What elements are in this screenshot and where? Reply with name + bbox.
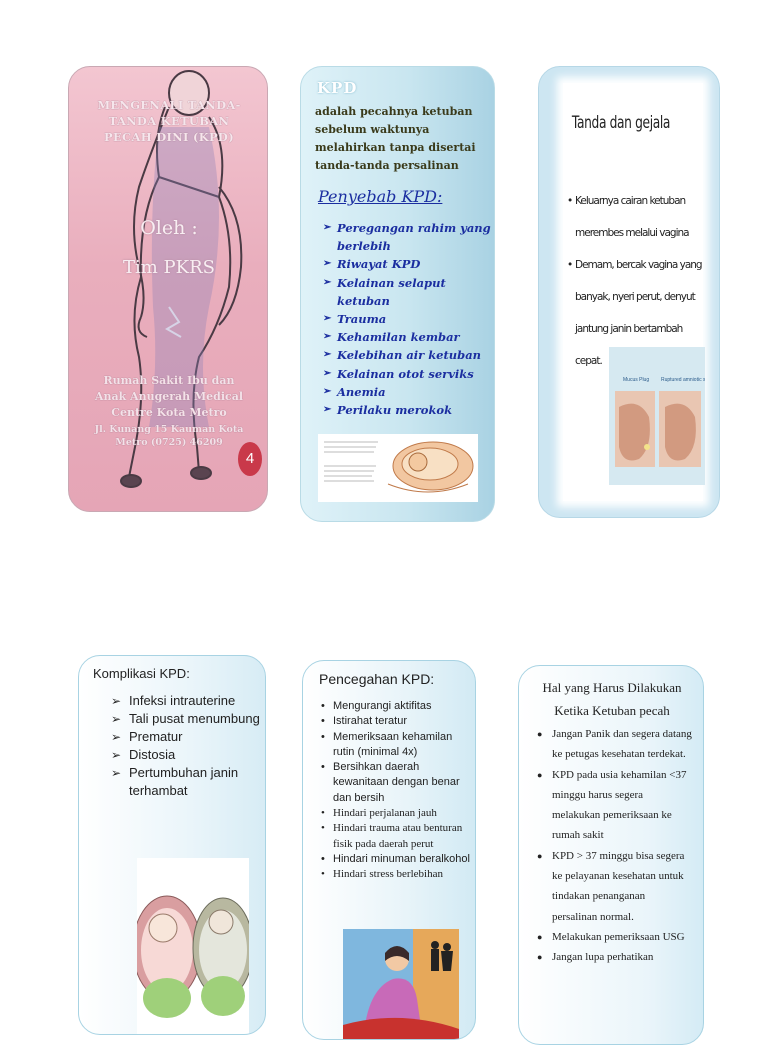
cover-team: Tim PKRS (123, 257, 215, 278)
cause-item: ➢ Peregangan rahim yang berlebih (323, 219, 493, 255)
prevention-item: • Bersihkan daerah kewanitaan dengan benar dan bersih (321, 760, 471, 806)
action-item: ● Jangan lupa perhatikan (537, 947, 693, 967)
image-label: Ruptured amniotic s (661, 377, 705, 383)
complication-item: ➢ Distosia (111, 746, 261, 764)
action-item: ● KPD > 37 minggu bisa segera ke pelayanan kesehatan untuk tindakan penanganan persalinan normal. (537, 846, 693, 927)
action-item: ● Melakukan pemeriksaan USG (537, 927, 693, 947)
cause-item: ➢ Riwayat KPD (323, 255, 493, 273)
action-item: ● KPD pada usia kehamilan <37 minggu harus segera melakukan pemeriksaan ke rumah sakit (537, 765, 693, 846)
complication-item: ➢ Tali pusat menumbung (111, 710, 261, 728)
cause-item: ➢ Kelebihan air ketuban (323, 346, 493, 364)
complications-panel (78, 655, 266, 1035)
sign-item: • Demam, bercak vagina yang banyak, nyeri perut, denyut jantung janin bertambah cepat. (567, 249, 709, 377)
resting-woman-illustration (343, 929, 459, 1040)
kpd-tag: KPD (317, 79, 358, 97)
cover-oleh: Oleh : (140, 217, 198, 239)
definition-panel (300, 66, 495, 522)
prevention-panel (302, 660, 476, 1040)
action-item: ● Jangan Panik dan segera datang ke petugas kesehatan terdekat. (537, 724, 693, 765)
complication-item: ➢ Pertumbuhan janin terhambat (111, 764, 261, 800)
actions-panel (518, 665, 704, 1045)
cause-item: ➢ Kelainan selaput ketuban (323, 274, 493, 310)
signs-panel (538, 66, 720, 518)
prevention-item: • Hindari trauma atau benturan fisik pada daerah perut (321, 821, 471, 852)
prevention-item: • Memeriksaan kehamilan rutin (minimal 4x) (321, 730, 471, 761)
definition-text: adalah pecahnya ketuban sebelum waktunya melahirkan tanpa disertai tanda-tanda persalinan (315, 105, 476, 172)
complications-list (111, 692, 261, 800)
prevention-item: • Mengurangi aktifitas (321, 699, 471, 714)
amniotic-illustration (609, 347, 705, 485)
cause-item: ➢ Anemia (323, 383, 493, 401)
cause-item: ➢ Kehamilan kembar (323, 328, 493, 346)
page-number-badge: 4 (238, 442, 262, 476)
complication-item: ➢ Prematur (111, 728, 261, 746)
uterus-diagram (318, 434, 478, 502)
cover-hospital: Rumah Sakit Ibu dan Anak Anugerah Medical Centre Kota Metro (94, 374, 244, 419)
cause-item: ➢ Trauma (323, 310, 493, 328)
image-label: Mucus Plug (623, 377, 650, 383)
fetus-illustration (137, 858, 249, 1035)
prevention-item: • Hindari perjalanan jauh (321, 806, 471, 821)
sign-item: • Keluarnya cairan ketuban merembes melalui vagina (567, 185, 709, 249)
prevention-item: • Hindari minuman beralkohol (321, 852, 471, 867)
prevention-item: • Hindari stress berlebihan (321, 867, 471, 882)
cause-item: ➢ Perilaku merokok (323, 401, 493, 419)
actions-list (537, 724, 693, 968)
cover-address: Jl. Kunang 15 Kauman Kota Metro (0725) 46209 (94, 424, 244, 448)
prevention-item: • Istirahat teratur (321, 714, 471, 729)
causes-heading: Penyebab KPD: (318, 187, 443, 206)
prevention-list (321, 699, 471, 883)
cover-title: MENGENALI TANDA-TANDA KETUBAN PECAH DINI (KPD) (97, 98, 241, 144)
cover-panel (68, 66, 268, 512)
signs-title: Tanda dan gejala (571, 113, 671, 133)
actions-heading: Hal yang Harus Dilakukan Ketika Ketuban pecah (542, 680, 682, 718)
causes-list (323, 219, 493, 419)
complication-item: ➢ Infeksi intrauterine (111, 692, 261, 710)
prevention-heading: Pencegahan KPD: (319, 671, 435, 687)
cause-item: ➢ Kelainan otot serviks (323, 365, 493, 383)
complications-heading: Komplikasi KPD: (93, 666, 190, 681)
